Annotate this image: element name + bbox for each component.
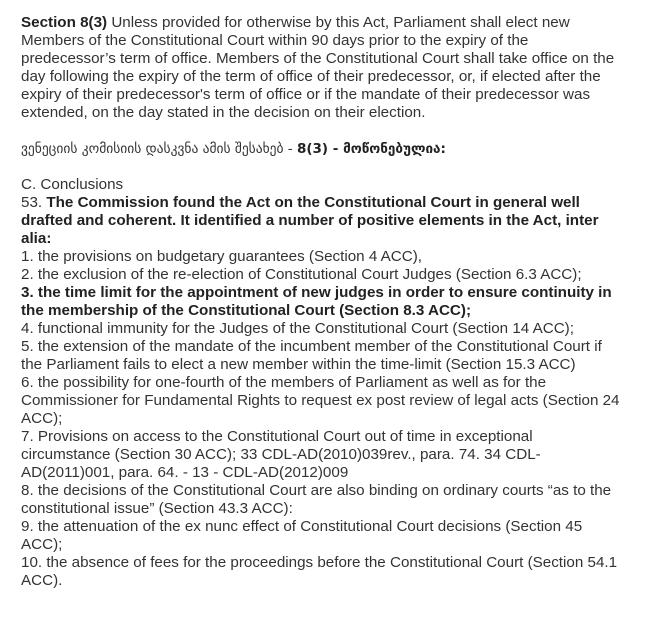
spacer bbox=[21, 122, 626, 140]
spacer bbox=[21, 158, 626, 176]
list-item: 8. the decisions of the Constitutional Court are also binding on ordinary courts “as to the constitutional issue” (Section 43.3 ACC): bbox=[21, 482, 612, 517]
list-item: 6. the possibility for one-fourth of the members of Parliament as well as for the Commissioner for Fundamental Rights to request ex post review of legal acts (Section 24 ACC); bbox=[21, 374, 620, 427]
section-text: Unless provided for otherwise by this Act, Parliament shall elect new Members of the Constitutional Court within 90 days prior to the expiry of the predecessor’s term of office. Members of the Constitutional Court shall take office on the day following the expiry of the term of office of their predecessor, or, if elected after the expiry of their predecessor's term of office or if the mandate of their predecessor was extended, on the day stated in the decision on their election. bbox=[21, 14, 615, 121]
document-body bbox=[21, 14, 626, 590]
list-item: 7. Provisions on access to the Constitutional Court out of time in exceptional circumstance (Section 30 ACC); 33 CDL-AD(2010)039rev., para. 74. 34 CDL-AD(2011)001, para. 64. - 13 - CDL-AD(2012)009 bbox=[21, 428, 541, 481]
paragraph-53 bbox=[21, 194, 626, 248]
georgian-note bbox=[21, 140, 626, 158]
georgian-note-highlight: 8(3) - მოწონებულია: bbox=[296, 141, 446, 157]
section-8-3-paragraph bbox=[21, 14, 626, 122]
list-item-highlighted: 3. the time limit for the appointment of new judges in order to ensure continuity in the membership of the Constitutional Court (Section 8.3 ACC); bbox=[21, 284, 612, 319]
list-item: 4. functional immunity for the Judges of the Constitutional Court (Section 14 ACC); bbox=[21, 320, 574, 337]
section-label: Section 8(3) bbox=[21, 14, 108, 31]
list-item: 10. the absence of fees for the proceedings before the Constitutional Court (Section 54.1 ACC). bbox=[21, 554, 618, 589]
list-item: 9. the attenuation of the ex nunc effect of Constitutional Court decisions (Section 45 ACC); bbox=[21, 518, 583, 553]
paragraph-number: 53. bbox=[21, 194, 43, 211]
conclusions-heading: C. Conclusions bbox=[21, 176, 124, 193]
list-item: 2. the exclusion of the re-election of Constitutional Court Judges (Section 6.3 ACC); bbox=[21, 266, 582, 283]
georgian-note-prefix: ვენეციის კომისიის დასკვნა ამის შესახებ - bbox=[21, 141, 297, 157]
list-item: 1. the provisions on budgetary guarantees (Section 4 ACC), bbox=[21, 248, 423, 265]
list-item: 5. the extension of the mandate of the incumbent member of the Constitutional Court if the Parliament fails to elect a new member within the time-limit (Section 15.3 ACC) bbox=[21, 338, 602, 373]
commission-finding: The Commission found the Act on the Constitutional Court in general well drafted and coherent. It identified a number of positive elements in the Act, inter alia: bbox=[21, 194, 599, 247]
